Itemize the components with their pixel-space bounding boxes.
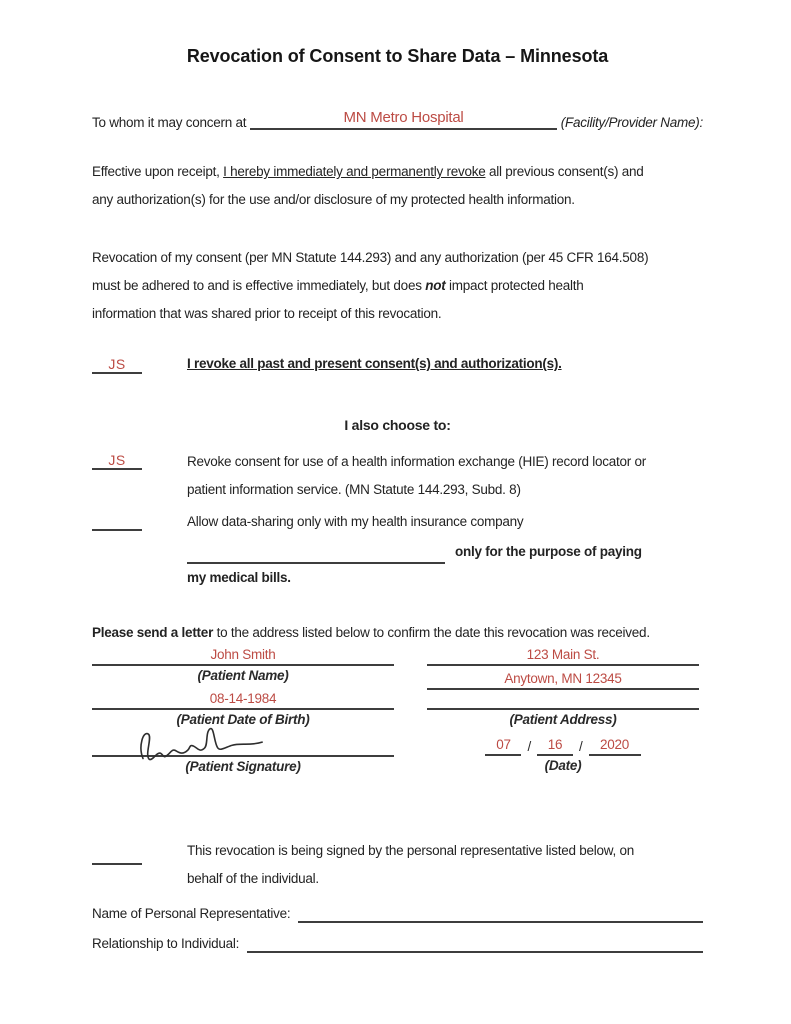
- date-separator: /: [579, 739, 583, 754]
- patient-dob-field[interactable]: [92, 686, 394, 710]
- paragraph-revocation-line1: Revocation of my consent (per MN Statute 144.293) and any authorization (per 45 CFR 164.508): [92, 250, 649, 265]
- personal-rep-line2: behalf of the individual.: [187, 871, 319, 886]
- signature-block: [92, 644, 703, 777]
- send-letter-line: [92, 622, 703, 644]
- patient-address-line3-field[interactable]: [427, 690, 699, 710]
- signature-column-right: [427, 644, 699, 777]
- personal-rep-name-row: [92, 901, 703, 927]
- patient-signature-field[interactable]: [92, 730, 394, 757]
- patient-dob-value: 08-14-1984: [209, 691, 277, 706]
- initials-value-hie: JS: [108, 452, 126, 468]
- paragraph-revocation: [92, 244, 703, 328]
- facility-label: (Facility/Provider Name):: [560, 115, 703, 130]
- patient-address-line1-field[interactable]: [427, 644, 699, 666]
- effective-underlined-phrase: I hereby immediately and permanently revoke: [223, 164, 486, 179]
- date-day-field[interactable]: [537, 736, 573, 756]
- patient-address-line1-value: 123 Main St.: [526, 647, 600, 662]
- paragraph-effective: [92, 158, 703, 214]
- date-day-value: 16: [547, 737, 563, 752]
- document-title: Revocation of Consent to Share Data – Minnesota: [186, 46, 609, 66]
- facility-row: [92, 106, 703, 130]
- revocation-pre: must be adhered to and is effective immediately, but does: [92, 278, 426, 293]
- hie-option-line1: Revoke consent for use of a health information exchange (HIE) record locator or: [187, 454, 646, 469]
- paragraph-revocation-line2: [92, 272, 703, 300]
- paragraph-effective-line2: any authorization(s) for the use and/or disclosure of my protected health information.: [92, 192, 575, 207]
- insurance-purpose-row: [187, 536, 703, 564]
- relationship-row: [92, 931, 703, 957]
- initials-field-insurance[interactable]: [92, 509, 142, 531]
- hie-option-text: [187, 448, 646, 504]
- personal-rep-name-field[interactable]: [298, 907, 703, 923]
- insurance-company-field[interactable]: [187, 544, 445, 564]
- patient-address-label: (Patient Address): [509, 712, 617, 727]
- date-label: (Date): [544, 758, 582, 773]
- purpose-bold-text: only for the purpose of paying: [455, 544, 642, 559]
- effective-post: all previous consent(s) and: [485, 164, 644, 179]
- revoke-all-row: [92, 352, 703, 378]
- initials-value-revoke-all: JS: [108, 356, 126, 372]
- paragraph-effective-line1: [92, 158, 703, 186]
- date-month-field[interactable]: [485, 736, 521, 756]
- patient-name-value: John Smith: [210, 647, 276, 662]
- hie-option-row: [92, 448, 703, 504]
- insurance-option-text: Allow data-sharing only with my health insurance company: [187, 514, 524, 529]
- patient-name-field[interactable]: [92, 644, 394, 666]
- date-separator: /: [527, 739, 531, 754]
- personal-rep-text: [187, 837, 634, 893]
- date-row: [427, 734, 699, 756]
- date-month-value: 07: [496, 737, 511, 752]
- facility-name-field[interactable]: [250, 106, 556, 130]
- insurance-option-row: [92, 508, 703, 536]
- revoke-all-statement: I revoke all past and present consent(s) and authorization(s).: [187, 356, 562, 371]
- hie-option-line2: patient information service. (MN Statute 144.293, Subd. 8): [187, 482, 521, 497]
- facility-name-value: MN Metro Hospital: [343, 109, 464, 126]
- personal-rep-row: [92, 837, 703, 893]
- signature-column-left: [92, 644, 394, 777]
- send-letter-bold: Please send a letter: [92, 625, 214, 640]
- effective-pre: Effective upon receipt,: [92, 164, 224, 179]
- personal-rep-line1: This revocation is being signed by the personal representative listed below, on: [187, 843, 635, 858]
- send-letter-rest: to the address listed below to confirm the date this revocation was received.: [213, 625, 650, 640]
- revocation-not-emphasis: not: [425, 278, 446, 293]
- paragraph-revocation-line3: information that was shared prior to receipt of this revocation.: [92, 306, 442, 321]
- date-year-value: 2020: [599, 737, 630, 752]
- personal-rep-name-label: Name of Personal Representative:: [92, 906, 291, 921]
- date-year-field[interactable]: [589, 736, 641, 756]
- patient-address-line2-value: Anytown, MN 12345: [504, 671, 622, 686]
- choose-section-heading: I also choose to:: [344, 417, 451, 433]
- relationship-label: Relationship to Individual:: [92, 936, 240, 951]
- purpose-line2: my medical bills.: [187, 570, 291, 585]
- patient-name-label: (Patient Name): [197, 668, 289, 683]
- patient-address-line2-field[interactable]: [427, 666, 699, 690]
- patient-dob-label: (Patient Date of Birth): [176, 712, 310, 727]
- patient-signature-label: (Patient Signature): [185, 759, 301, 774]
- facility-prefix: To whom it may concern at: [92, 115, 247, 130]
- initials-field-revoke-all[interactable]: [92, 352, 142, 374]
- initials-field-hie[interactable]: [92, 448, 142, 470]
- initials-field-personal-rep[interactable]: [92, 843, 142, 865]
- revocation-post: impact protected health: [445, 278, 584, 293]
- relationship-field[interactable]: [247, 937, 703, 953]
